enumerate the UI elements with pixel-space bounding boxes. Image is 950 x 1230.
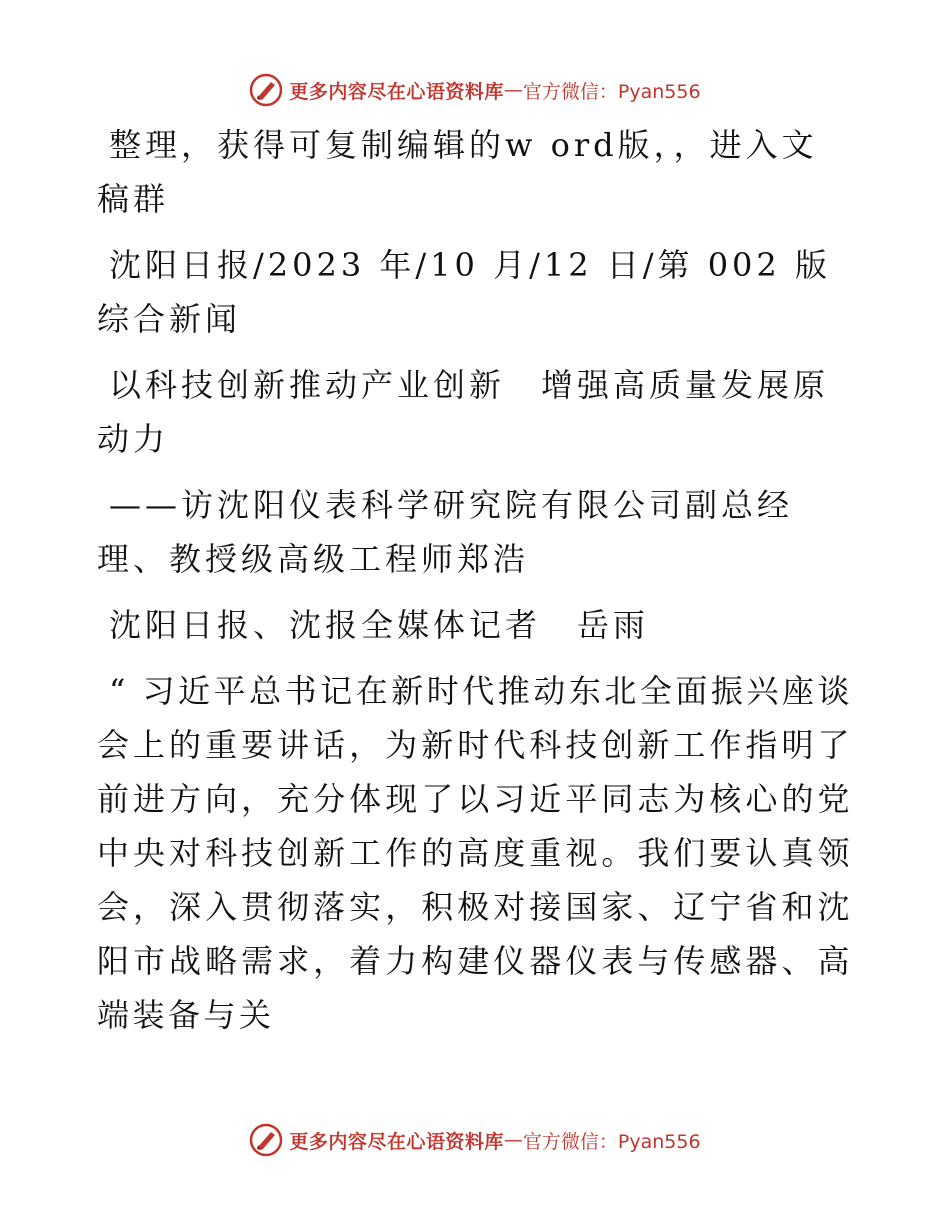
- banner-wechat: 官方微信：Pyan556: [522, 80, 701, 103]
- banner-title: 更多内容尽在心语资料库: [289, 80, 504, 103]
- body-paragraph: “ 习近平总书记在新时代推动东北全面振兴座谈会上的重要讲话，为新时代科技创新工作指明了前进方向，充分体现了以习近平同志为核心的党中央对科技创新工作的高度重视。我们要认真领会，深入贯彻落实，积极对接国家、辽宁省和沈阳市战略需求，着力构建仪器仪表与传感器、高端装备与关: [97, 672, 853, 1034]
- seal-logo-icon: [249, 1123, 283, 1157]
- header-banner: [0, 70, 950, 110]
- banner-separator: —: [503, 1129, 523, 1151]
- article-title: 以科技创新推动产业创新 增强高质量发展原动力: [97, 366, 830, 458]
- banner-title: 更多内容尽在心语资料库: [289, 1130, 504, 1153]
- footer-banner: [0, 1120, 950, 1160]
- source-line: 沈阳日报/2023 年/10 月/12 日/第 002 版综合新闻: [97, 246, 831, 338]
- document-body: [97, 118, 853, 1054]
- intro-line: 整理，获得可复制编辑的w ord版，，进入文稿群: [97, 126, 818, 218]
- seal-logo-icon: [249, 73, 283, 107]
- banner-separator: —: [503, 79, 523, 101]
- banner-wechat: 官方微信：Pyan556: [522, 1130, 701, 1153]
- article-subtitle: ——访沈阳仪表科学研究院有限公司副总经理、教授级高级工程师郑浩: [97, 486, 794, 578]
- byline: 沈阳日报、沈报全媒体记者 岳雨: [109, 606, 650, 644]
